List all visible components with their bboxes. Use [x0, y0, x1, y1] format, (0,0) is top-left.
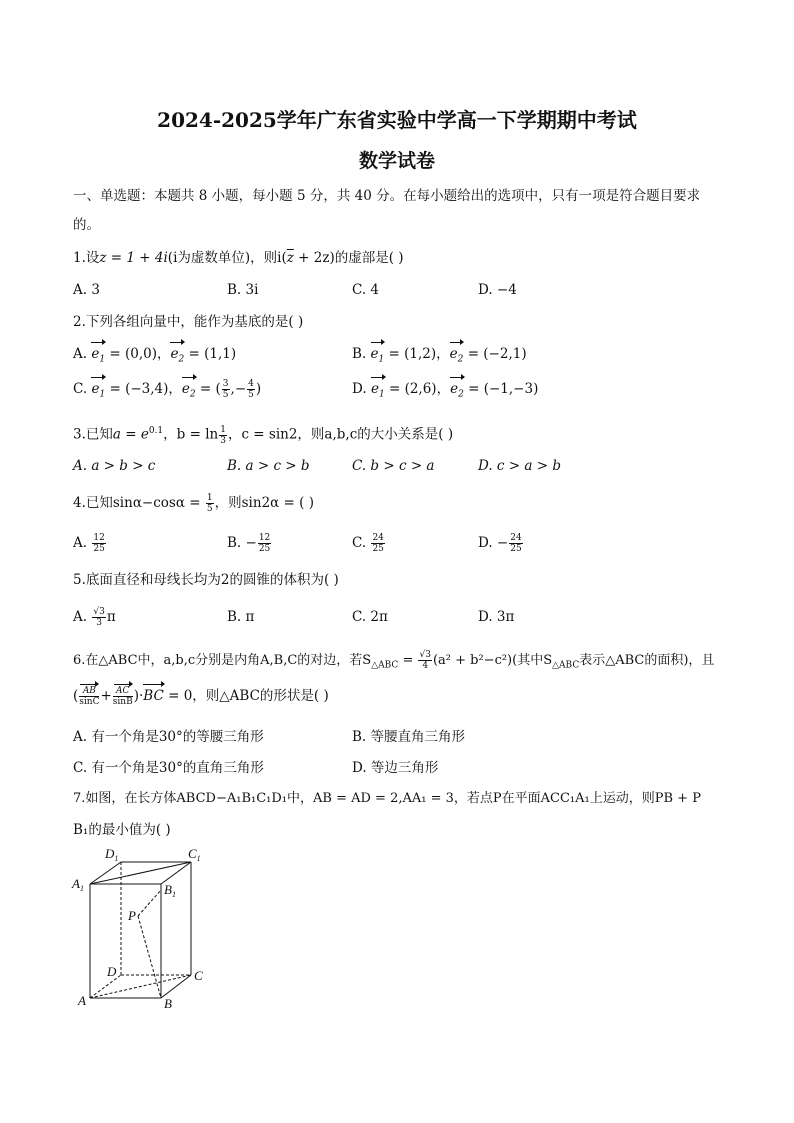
- question-6-stem-1: 6.在△ABC中，a,b,c分别是内角A,B,C的对边，若$S_{\triangle ABC}$ = $\frac{√3}{4}$ (a² + b²−c²)(其中$S_{\triangle ABC}$表示△ABC的面积)，且: [73, 650, 715, 671]
- exam-title: 2024-2025学年广东省实验中学高一下学期期中考试: [157, 108, 637, 132]
- q3-option-b: B. a > c > b: [227, 458, 310, 474]
- question-4-stem: 4.已知sinα−cosα = $\frac{1}{5}$ ，则sin2α = ( ): [73, 493, 314, 514]
- q2-option-b: B. $e_1 = (1,2)$，$e_2 = (-2,1)$: [352, 344, 527, 370]
- q5-option-b: B. π: [227, 609, 255, 625]
- cuboid-figure: [68, 842, 218, 1012]
- label-a: A: [78, 993, 86, 1008]
- label-c: C: [194, 968, 203, 983]
- q2-option-c: C. $e_1 = (-3,4)$，$e_2$ = ( $\frac{3}{5}$ ,− $\frac{4}{5}$ ): [73, 379, 261, 405]
- question-7-stem-2: B₁的最小值为( ): [73, 822, 171, 838]
- q1-option-c: C. 4: [352, 282, 380, 298]
- question-6-stem-2: ( $\frac{AB}{\sin C}$ + $\frac{AC}{\sin B}$ )·BC = 0，则△ABC的形状是( ): [73, 686, 329, 707]
- edge-b-c: [161, 975, 191, 998]
- segment-p-b1: [138, 890, 161, 916]
- q5-option-c: C. 2π: [352, 609, 388, 625]
- q1-option-d: D. −4: [478, 282, 517, 298]
- q1-conj-z: $\overline{z}$: [286, 250, 294, 266]
- q6-option-d: D. 等边三角形: [352, 760, 439, 776]
- q2-option-a: A. $e_1 = (0,0)$，$e_2 = (1,1)$: [73, 344, 236, 370]
- q1-text-c: (i为虚数单位)，则i(: [167, 250, 287, 266]
- q1-option-a: A. 3: [73, 282, 100, 298]
- q6-option-a: A. 有一个角是30°的等腰三角形: [73, 729, 264, 745]
- label-b: B: [164, 996, 172, 1011]
- q6-option-c: C. 有一个角是30°的直角三角形: [73, 760, 264, 776]
- label-c1: $C_1$: [188, 846, 201, 863]
- label-p: P: [128, 908, 136, 923]
- q4-option-b: B. − $\frac{12}{25}$: [227, 533, 271, 554]
- q1-option-b: B. 3i: [227, 282, 259, 298]
- question-1-stem: [73, 248, 404, 268]
- exam-subtitle: 数学试卷: [358, 150, 435, 172]
- question-7-stem-1: 7.如图，在长方体ABCD−A₁B₁C₁D₁中，AB = AD = 2,AA₁ = 3，若点P在平面ACC₁A₁上运动，则PB + P: [73, 791, 701, 806]
- q3-option-d: D. c > a > b: [478, 458, 561, 474]
- q3-option-a: A. a > b > c: [73, 458, 156, 474]
- q1-text-e: + 2z)的虚部是( ): [293, 250, 404, 266]
- label-a1: $A_1$: [72, 876, 84, 893]
- label-d: D: [107, 964, 117, 979]
- section-instructions-2: 的。: [73, 217, 100, 233]
- q1-text-a: 1.设: [73, 250, 100, 266]
- section-instructions-1: 一、单选题：本题共 8 小题，每小题 5 分，共 40 分。在每小题给出的选项中，只有一项是符合题目要求: [73, 188, 701, 204]
- q5-option-d: D. 3π: [478, 609, 515, 625]
- q6-option-b: B. 等腰直角三角形: [352, 729, 466, 745]
- q2-option-d: D. $e_1 = (2,6)$，$e_2 = (-1,-3)$: [352, 379, 538, 405]
- q4-option-d: D. − $\frac{24}{25}$: [478, 533, 522, 554]
- q4-option-a: A. $\frac{12}{25}$: [73, 533, 105, 554]
- q4-option-c: C. $\frac{24}{25}$: [352, 533, 384, 554]
- q5-option-a: A. $\frac{√3}{3}$ π: [73, 607, 116, 628]
- question-2-stem: 2.下列各组向量中，能作为基底的是( ): [73, 314, 304, 330]
- label-b1: $B_1$: [164, 882, 176, 899]
- label-d1: $D_1$: [105, 846, 119, 863]
- q1-text-b: z = 1 + 4i: [99, 250, 168, 266]
- question-3-stem: 3.已知$a = e^{0.1}$，b = ln $\frac{1}{3}$ ，c = sin2，则a,b,c的大小关系是( ): [73, 424, 454, 446]
- q3-option-c: C. b > c > a: [352, 458, 435, 474]
- question-5-stem: 5.底面直径和母线长均为2的圆锥的体积为( ): [73, 572, 339, 588]
- segment-p-b: [138, 916, 161, 998]
